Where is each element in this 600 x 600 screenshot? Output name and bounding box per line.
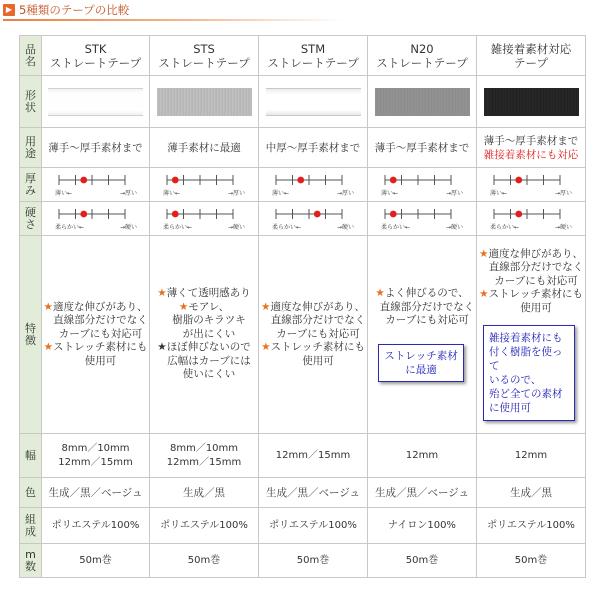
feature-line: 直線部分だけでなく	[379, 300, 475, 313]
scale-marker-dot	[515, 210, 522, 217]
star-icon: ★	[479, 288, 489, 301]
feature-line: ★ストレッチ素材にも	[43, 341, 148, 354]
feature-line: ★ストレッチ素材にも	[479, 288, 583, 301]
length-cell: 50m巻	[368, 544, 477, 578]
scale-label-left: 薄い←	[381, 189, 399, 197]
scale-label-left: 薄い←	[490, 189, 508, 197]
use-cell: 中厚～厚手素材まで	[259, 128, 368, 168]
scale-marker-dot	[390, 210, 397, 217]
feature-line: が出にくい	[182, 327, 236, 340]
hardness-scale	[379, 206, 465, 232]
width-value: 12mm	[405, 449, 439, 461]
scale-label-right: →厚い	[554, 189, 572, 197]
scale-label-left: 柔らかい←	[54, 223, 84, 231]
star-icon: ★	[178, 300, 189, 313]
composition-cell: ポリエステル100%	[259, 508, 368, 544]
features-cell	[259, 236, 368, 434]
section-bullet-icon: ▶	[3, 4, 15, 16]
table-row-features	[20, 236, 586, 434]
row-label-use: 用途	[20, 128, 42, 168]
feature-line: ★ほぼ伸びないので	[157, 341, 251, 354]
feature-line: 直線部分だけでなく	[488, 261, 584, 274]
feature-line: ★適度な伸びがあり、	[479, 247, 583, 260]
swatch-cell	[477, 76, 586, 128]
width-value: 12mm／15mm	[166, 456, 242, 468]
use-cell: 薄手～厚手素材まで	[368, 128, 477, 168]
section-header	[0, 0, 600, 22]
scale-label-right: →硬い	[119, 223, 137, 231]
star-icon: ★	[261, 341, 271, 354]
table-row-color	[20, 478, 586, 508]
color-cell: 生成／黒／ベージュ	[259, 478, 368, 508]
width-cell	[259, 434, 368, 478]
width-cell	[368, 434, 477, 478]
table-row-name	[20, 36, 586, 76]
use-red-note: 雑接着素材にも対応	[483, 148, 579, 161]
star-icon: ★	[375, 287, 385, 300]
feature-note-box	[483, 325, 575, 421]
thickness-scale	[270, 172, 356, 198]
feature-line: ★よく伸びるので、	[375, 287, 469, 300]
star-icon: ★	[157, 341, 167, 354]
column-header-adhesive: 雑接着素材対応 テープ	[477, 36, 586, 76]
use-cell: 薄手～厚手素材まで	[42, 128, 150, 168]
scale-label-right: →厚い	[336, 189, 354, 197]
star-icon: ★	[479, 247, 489, 260]
row-label-thickness: 厚み	[20, 168, 42, 202]
feature-line: カーブにも対応可	[58, 327, 143, 340]
tape-swatch-image	[484, 88, 579, 116]
scale-label-right: →硬い	[554, 223, 572, 231]
scale-label-left: 柔らかい←	[381, 223, 411, 231]
thickness-cell	[368, 168, 477, 202]
feature-line: 使用可	[84, 354, 117, 367]
width-value: 12mm／15mm	[275, 449, 351, 461]
tape-swatch-image	[48, 88, 143, 116]
feature-line: 直線部分だけでなく	[270, 314, 366, 327]
feature-line: カーブにも対応可	[385, 314, 469, 327]
note-line: に使用可	[489, 402, 531, 415]
use-cell: 薄手～厚手素材まで 雑接着素材にも対応	[477, 128, 586, 168]
use-cell: 薄手素材に最適	[150, 128, 259, 168]
row-label-width: 幅	[20, 434, 42, 478]
row-label-color: 色	[20, 478, 42, 508]
color-cell: 生成／黒／ベージュ	[42, 478, 150, 508]
row-label-shape: 形状	[20, 76, 42, 128]
tape-swatch-image	[157, 88, 252, 116]
star-icon: ★	[43, 341, 53, 354]
scale-label-left: 柔らかい←	[490, 223, 520, 231]
note-line: 付く樹脂を使って	[489, 346, 563, 373]
swatch-cell	[150, 76, 259, 128]
swatch-cell	[368, 76, 477, 128]
tape-swatch-image	[375, 88, 470, 116]
feature-line: 使用可	[520, 301, 552, 314]
color-cell: 生成／黒	[477, 478, 586, 508]
row-label-length: m数	[20, 544, 42, 578]
scale-label-right: →硬い	[227, 223, 245, 231]
section-title-underline	[3, 19, 343, 21]
hardness-cell	[150, 202, 259, 236]
features-cell	[42, 236, 150, 434]
row-label-features: 特徴	[20, 236, 42, 434]
hardness-cell	[259, 202, 368, 236]
hardness-scale	[161, 206, 247, 232]
feature-line: ★モアレ、	[178, 300, 230, 313]
row-label-composition: 組成	[20, 508, 42, 544]
tape-swatch-image	[266, 88, 361, 116]
table-row-thickness	[20, 168, 586, 202]
hardness-cell	[42, 202, 150, 236]
width-cell	[477, 434, 586, 478]
scale-marker-dot	[172, 210, 179, 217]
scale-marker-dot	[172, 176, 179, 183]
thickness-cell	[259, 168, 368, 202]
scale-label-right: →厚い	[119, 189, 137, 197]
composition-cell: ポリエステル100%	[150, 508, 259, 544]
feature-line: 樹脂のキラツキ	[172, 314, 246, 327]
length-cell: 50m巻	[477, 544, 586, 578]
thickness-scale	[379, 172, 465, 198]
feature-line: ★適度な伸びがあり、	[261, 300, 365, 313]
scale-marker-dot	[80, 210, 87, 217]
features-cell	[150, 236, 259, 434]
feature-line: カーブにも対応可	[494, 274, 578, 287]
features-cell	[477, 236, 586, 434]
scale-label-right: →厚い	[445, 189, 463, 197]
scale-label-right: →硬い	[445, 223, 463, 231]
scale-marker-dot	[390, 176, 397, 183]
feature-line: ★適度な伸びがあり、	[43, 300, 148, 313]
column-header-sts: STS ストレートテープ	[150, 36, 259, 76]
scale-marker-dot	[297, 176, 304, 183]
color-cell: 生成／黒／ベージュ	[368, 478, 477, 508]
composition-cell: ポリエステル100%	[42, 508, 150, 544]
row-label-hardness: 硬さ	[20, 202, 42, 236]
table-row-composition	[20, 508, 586, 544]
column-header-stm: STM ストレートテープ	[259, 36, 368, 76]
star-icon: ★	[157, 287, 167, 300]
hardness-scale	[53, 206, 139, 232]
scale-label-left: 薄い←	[54, 189, 72, 197]
composition-cell: ポリエステル100%	[477, 508, 586, 544]
scale-label-left: 薄い←	[272, 189, 290, 197]
feature-line: ★薄くて透明感あり	[157, 287, 251, 300]
star-icon: ★	[43, 300, 53, 313]
width-value: 12mm	[514, 449, 548, 461]
note-line: に最適	[405, 363, 437, 376]
feature-note-box	[378, 344, 464, 382]
length-cell: 50m巻	[42, 544, 150, 578]
hardness-cell	[477, 202, 586, 236]
thickness-scale	[488, 172, 574, 198]
note-line: ストレッチ素材	[384, 349, 458, 362]
feature-line: ★ストレッチ素材にも	[261, 341, 365, 354]
length-cell: 50m巻	[259, 544, 368, 578]
table-row-length	[20, 544, 586, 578]
scale-label-right: →硬い	[336, 223, 354, 231]
column-header-n20: N20 ストレートテープ	[368, 36, 477, 76]
scale-label-left: 薄い←	[163, 189, 181, 197]
color-cell: 生成／黒	[150, 478, 259, 508]
scale-label-left: 柔らかい←	[163, 223, 193, 231]
feature-line: 直線部分だけでなく	[53, 314, 148, 327]
length-cell: 50m巻	[150, 544, 259, 578]
width-value: 8mm／10mm	[169, 442, 239, 454]
swatch-cell	[42, 76, 150, 128]
width-value: 8mm／10mm	[61, 442, 130, 454]
scale-label-right: →厚い	[227, 189, 245, 197]
feature-line: 使いにくい	[182, 368, 236, 381]
scale-label-left: 柔らかい←	[272, 223, 302, 231]
section-title: 5種類のテープの比較	[19, 3, 130, 17]
hardness-scale	[270, 206, 356, 232]
star-icon: ★	[261, 300, 271, 313]
thickness-scale	[53, 172, 139, 198]
hardness-scale	[488, 206, 574, 232]
table-row-hardness	[20, 202, 586, 236]
thickness-cell	[150, 168, 259, 202]
scale-marker-dot	[80, 176, 87, 183]
row-label-name: 品名	[20, 36, 42, 76]
feature-line: 広幅はカーブには	[167, 354, 251, 367]
scale-marker-dot	[314, 210, 321, 217]
table-row-use	[20, 128, 586, 168]
feature-line: 使用可	[302, 354, 334, 367]
scale-marker-dot	[515, 176, 522, 183]
thickness-scale	[161, 172, 247, 198]
note-line: 雑接着素材にも	[489, 332, 563, 345]
width-cell	[150, 434, 259, 478]
note-line: いるので、	[489, 374, 542, 387]
composition-cell: ナイロン100%	[368, 508, 477, 544]
thickness-cell	[477, 168, 586, 202]
note-line: 殆ど全ての素材	[489, 388, 563, 401]
table-row-shape	[20, 76, 586, 128]
features-cell	[368, 236, 477, 434]
table-row-width	[20, 434, 586, 478]
hardness-cell	[368, 202, 477, 236]
feature-line: カーブにも対応可	[276, 327, 360, 340]
width-cell	[42, 434, 150, 478]
swatch-cell	[259, 76, 368, 128]
width-value: 12mm／15mm	[58, 456, 133, 468]
thickness-cell	[42, 168, 150, 202]
comparison-table	[19, 35, 586, 578]
column-header-stk: STK ストレートテープ	[42, 36, 150, 76]
